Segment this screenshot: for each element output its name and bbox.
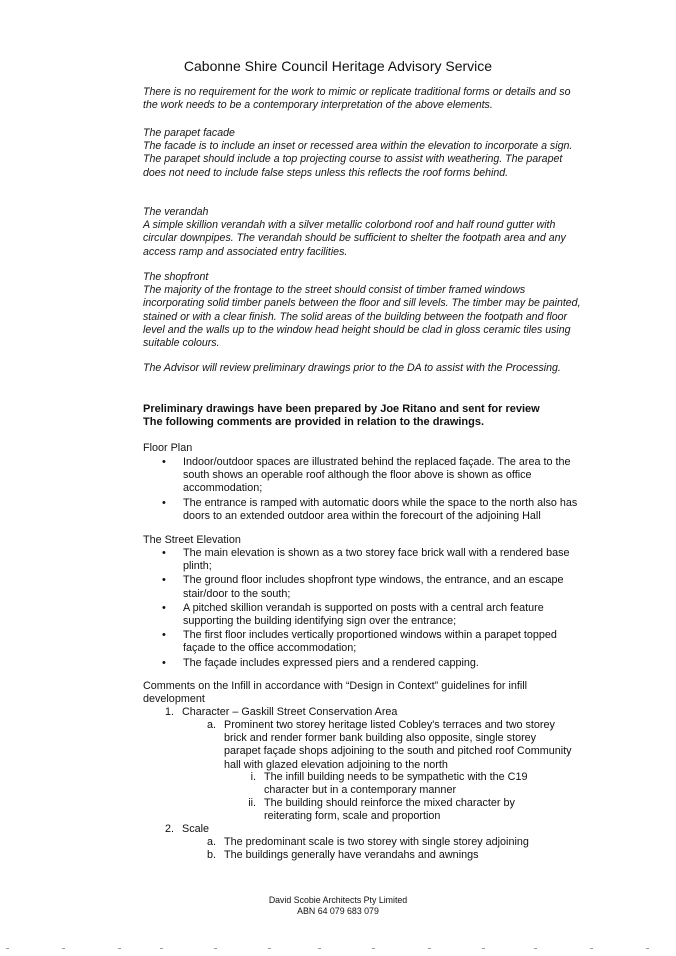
parapet-heading: The parapet facade [143, 127, 235, 139]
infill-item-2b [206, 849, 604, 862]
infill-item-1a [206, 719, 574, 772]
page-title: Cabonne Shire Council Heritage Advisory Service [183, 58, 493, 74]
list-item: • A pitched skillion verandah is supported on posts with a central arch feature supporting the building identifying sign over the entrance; [160, 602, 580, 628]
scan-artifact [0, 948, 676, 950]
verandah-text: A simple skillion verandah with a silver metallic colorbond roof and half round gutter with circular downpipes. The verandah should be sufficient to shelter the footpath area and any access ramp and associated entry facilities. [143, 219, 566, 258]
infill-item-1a-ii [248, 797, 544, 823]
item-label: Character – Gaskill Street Conservation Area [182, 706, 398, 718]
item-marker: b. [206, 849, 216, 861]
list-item: • Indoor/outdoor spaces are illustrated behind the replaced façade. The area to the south shows an operable roof although the floor above is shown as office accommodation; [160, 456, 580, 496]
bold-line-2: The following comments are provided in relation to the drawings. [143, 416, 485, 428]
infill-item-1 [164, 706, 582, 719]
infill-item-2 [164, 823, 582, 836]
infill-item-1a-i [250, 771, 544, 797]
street-elevation-list [160, 547, 580, 671]
item-text: The predominant scale is two storey with single storey adjoining [224, 836, 529, 848]
verandah-heading: The verandah [143, 206, 209, 218]
item-text: The infill building needs to be sympathetic with the C19 character but in a contemporary manner [264, 771, 528, 797]
street-elevation-heading: The Street Elevation [143, 534, 241, 546]
footer-abn: ABN 64 079 683 079 [297, 906, 379, 916]
item-label: Scale [182, 823, 210, 835]
infill-item-2a [206, 836, 604, 849]
item-marker: i. [250, 771, 256, 783]
parapet-section [143, 127, 583, 180]
verandah-section [143, 206, 583, 259]
item-text: The buildings generally have verandahs and awnings [224, 849, 479, 861]
item-marker: 1. [164, 706, 174, 718]
floor-plan-heading: Floor Plan [143, 442, 193, 454]
list-item: • The façade includes expressed piers and a rendered capping. [160, 657, 580, 670]
item-marker: a. [206, 719, 216, 731]
parapet-text: The facade is to include an inset or recessed area within the elevation to incorporate a sign. The parapet should include a top projecting course to assist with weathering. The parapet does not need to include false steps unless this reflects the roof forms behind. [143, 140, 573, 179]
list-item: • The ground floor includes shopfront type windows, the entrance, and an escape stair/door to the south; [160, 574, 580, 600]
infill-intro: Comments on the Infill in accordance with “Design in Context” guidelines for infill development [143, 680, 528, 706]
shopfront-heading: The shopfront [143, 271, 209, 283]
shopfront-text: The majority of the frontage to the street should consist of timber framed windows incorporating solid timber panels between the floor and sill levels. The timber may be painted, stained or with a clear finish. The solid areas of the building between the footpath and floor level and the walls up to the window head height should be clad in gloss ceramic tiles using suitable colours. [143, 284, 581, 350]
list-item: • The main elevation is shown as a two storey face brick wall with a rendered base plinth; [160, 547, 580, 573]
item-marker: a. [206, 836, 216, 848]
bold-line-1: Preliminary drawings have been prepared by Joe Ritano and sent for review [143, 403, 540, 415]
item-text: The building should reinforce the mixed character by reiterating form, scale and proportion [264, 797, 515, 823]
item-text: Prominent two storey heritage listed Cobley's terraces and two storey brick and render former bank building also opposite, single storey parapet façade shops adjoining to the south and pitched roof Community hall with glazed elevation adjoining to the north [224, 719, 572, 771]
footer-company: David Scobie Architects Pty Limited [268, 895, 408, 905]
list-item: • The first floor includes vertically proportioned windows within a parapet topped façade to the office accommodation; [160, 629, 580, 655]
intro-paragraph: There is no requirement for the work to mimic or replicate traditional forms or details and so the work needs to be a contemporary interpretation of the above elements. [143, 86, 571, 112]
shopfront-section [143, 271, 583, 350]
item-marker: ii. [248, 797, 256, 809]
floor-plan-list [160, 456, 580, 524]
item-marker: 2. [164, 823, 174, 835]
list-item: • The entrance is ramped with automatic doors while the space to the north also has doors to an extended outdoor area within the forecourt of the adjoining Hall [160, 497, 580, 523]
advisor-paragraph: The Advisor will review preliminary drawings prior to the DA to assist with the Processing. [143, 362, 561, 374]
